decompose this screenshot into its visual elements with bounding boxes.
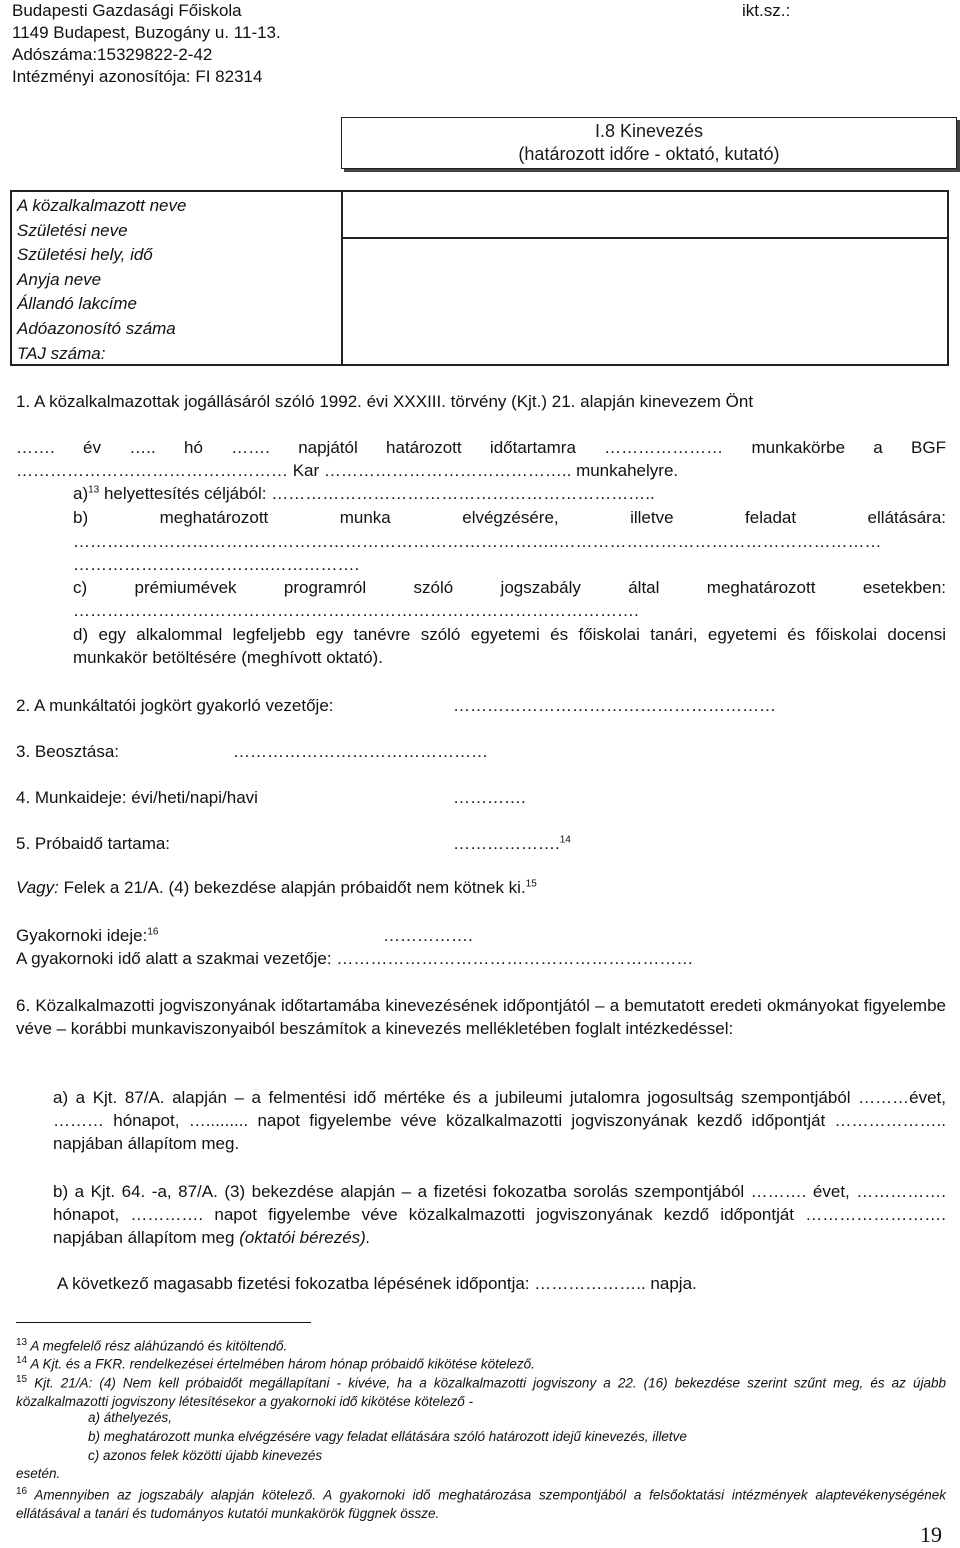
tax-number: Adószáma:15329822-2-42 — [12, 45, 213, 64]
option-a-prefix: a) — [73, 484, 89, 503]
section-4-dots: …………. — [453, 788, 526, 807]
section-4-label: 4. Munkaideje: évi/heti/napi/havi — [16, 788, 258, 807]
section-5-value — [453, 832, 571, 855]
title-line-1: I.8 Kinevezés — [594, 121, 704, 141]
page-number: 19 — [920, 1522, 942, 1547]
section-1-line-2: ……. év ….. hó ……. napjától határozott időtartamra ………………… munkakörbe a BGF — [16, 438, 946, 457]
section-1-line-3: ………………………………………… Kar …………………………………….. munkahelyre. — [16, 461, 679, 480]
option-d: d) egy alkalommal legfeljebb egy tanévre szóló egyetemi és főiskolai tanári, egyetemi és főiskolai docensi munkakör betöltésére (meghívott oktató). — [73, 625, 946, 667]
section-2-label: 2. A munkáltatói jogkört gyakorló vezetője: — [16, 696, 334, 715]
filing-number: ikt.sz.: — [742, 1, 791, 20]
vagy-line — [16, 876, 537, 899]
document-title — [341, 117, 957, 169]
section-6-text: 6. Közalkalmazotti jogviszonyának időtartamába kinevezésének időpontjától – a bemutatott eredeti okmányokat figyelembe véve – korábbi munkaviszonyaiból beszámítok a kinevezés mellékletében foglalt intézkedéssel: — [16, 996, 946, 1038]
field-label: Anyja neve — [17, 269, 102, 289]
section-5-dots: ………………. — [453, 834, 560, 853]
option-c: c) prémiumévek programról szóló jogszabály által meghatározott esetekben: — [73, 578, 946, 597]
option-b: b) meghatározott munka elvégzésére, illetve feladat ellátására: — [73, 508, 946, 527]
letterhead — [12, 0, 281, 88]
footnote-ref-14: 14 — [559, 834, 571, 846]
gyakornok-dots: ……………. — [383, 926, 473, 945]
section-2-dots: ………………………………………………… — [453, 696, 776, 715]
field-label: Állandó lakcíme — [17, 294, 138, 314]
field-label: A közalkalmazott neve — [17, 196, 187, 215]
option-b-dots-1: …………………………………………………………………………..………………………………………………… — [73, 532, 882, 551]
footnote-14-number: 14 — [16, 1355, 28, 1366]
field-label: Születési hely, idő — [17, 245, 153, 265]
footnote-16 — [16, 1483, 946, 1524]
footnote-14-text: A Kjt. és a FKR. rendelkezései értelmében három hónap próbaidő kikötése kötelező. — [30, 1356, 535, 1372]
option-b-dots-2: ……………………………..……………. — [73, 555, 360, 574]
gyakornok-label-text: Gyakornoki ideje: — [16, 926, 148, 945]
footnote-15-end: esetén. — [16, 1466, 61, 1481]
footnote-15-a: a) áthelyezés, — [88, 1410, 173, 1425]
footnote-15-b: b) meghatározott munka elvégzésére vagy feladat ellátására szóló határozott idejű kinevezés, illetve — [88, 1429, 687, 1444]
gyakornok-leader: A gyakornoki idő alatt a szakmai vezetője: ……………………………………………………… — [16, 949, 694, 968]
vagy-prefix: Vagy: — [16, 878, 59, 897]
footnote-ref-13: 13 — [88, 484, 100, 496]
footnote-16-text: Amennyiben az jogszabály alapján kötelező. A gyakornoki idő meghatározása szempontjából a felsőoktatási intézmények alaptevékenységének ellátásával a tanári és tudományos kutatói munkakörök függnek össze. — [16, 1487, 946, 1521]
footnote-15-text: Kjt. 21/A: (4) Nem kell próbaidőt megállapítani - kivéve, ha a közalkalmazotti jogviszony a 22. (16) bekezdése szerint szűnt meg, és az újabb közalkalmazotti jogviszony létesítésekor a gyakornoki idő kikötése kötelező - — [16, 1375, 946, 1409]
gyakornok-label — [16, 924, 158, 947]
field-label: Születési neve — [17, 220, 128, 240]
field-label: TAJ száma: — [17, 343, 106, 363]
footnote-13-number: 13 — [16, 1337, 28, 1348]
section-6-b-text: b) a Kjt. 64. -a, 87/A. (3) bekezdése alapján – a fizetési fokozatba sorolás szempontjából ………. évet, ……………. hónapot, …………. napot figyelembe véve közalkalmazotti jogviszonyának kezdő időpontját ……………………. napjában állapítom meg — [53, 1182, 946, 1247]
option-a — [73, 482, 946, 505]
section-6-b — [53, 1180, 946, 1249]
institution-id: Intézményi azonosítója: FI 82314 — [12, 67, 263, 86]
next-grade-date: A következő magasabb fizetési fokozatba lépésének időpontja: ……………….. napja. — [57, 1274, 697, 1293]
person-name-value-cell[interactable] — [341, 190, 949, 239]
section-3-dots: ……………………………………… — [233, 742, 488, 761]
footnote-ref-15: 15 — [525, 878, 537, 890]
footnote-separator — [16, 1322, 311, 1323]
footnote-15-number: 15 — [16, 1374, 28, 1385]
section-6-a: a) a Kjt. 87/A. alapján – a felmentési idő mértéke és a jubileumi jutalomra jogosultság szempontjából ………évet, ……… hónapot, …......... napot figyelembe véve közalkalmazotti jogviszonyának kezdő időpontját ……………….. napjában állapítom meg. — [53, 1088, 946, 1153]
footnote-ref-16: 16 — [147, 926, 159, 938]
person-fields-labels — [10, 190, 341, 366]
option-a-text: helyettesítés céljából: ………………………………………………………….. — [99, 484, 655, 503]
vagy-text: Felek a 21/A. (4) bekezdése alapján próbaidőt nem kötnek ki. — [58, 878, 526, 897]
footnote-15 — [16, 1371, 946, 1412]
field-label: Adóazonosító száma — [17, 318, 176, 338]
org-address: 1149 Budapest, Buzogány u. 11-13. — [12, 23, 281, 42]
title-line-2: (határozott időre - oktató, kutató) — [518, 144, 780, 164]
section-6-b-italic: (oktatói bérezés). — [239, 1228, 371, 1247]
footnote-13-text: A megfelelő rész aláhúzandó és kitöltendő. — [30, 1338, 288, 1354]
section-5-label: 5. Próbaidő tartama: — [16, 834, 171, 853]
section-1-intro: 1. A közalkalmazottak jogállásáról szóló 1992. évi XXXIII. törvény (Kjt.) 21. alapján kinevezem Önt — [16, 392, 754, 411]
footnote-16-number: 16 — [16, 1486, 28, 1497]
footnote-15-c: c) azonos felek közötti újabb kinevezés — [88, 1448, 323, 1463]
option-c-dots: ………………………………………………………………………………………. — [73, 601, 639, 620]
org-name: Budapesti Gazdasági Főiskola — [12, 1, 242, 20]
section-3-label: 3. Beosztása: — [16, 742, 120, 761]
